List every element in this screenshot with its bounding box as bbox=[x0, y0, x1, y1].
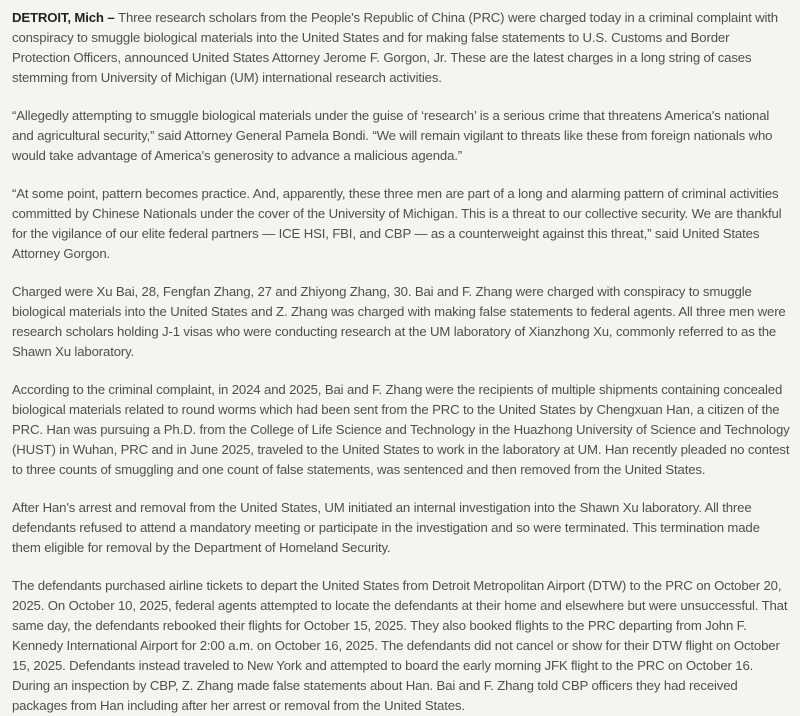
dateline: DETROIT, Mich bbox=[12, 10, 104, 25]
paragraph-gorgon-quote: “At some point, pattern becomes practice. And, apparently, these three men are part of a long and alarming pattern of criminal activities committed by Chinese Nationals under the cover of the University of Michigan. This is a threat to our collective security. We are thankful for the vigilance of our elite federal partners — ICE HSI, FBI, and CBP — as a counterweight against this threat,” said United States Attorney Gorgon. bbox=[12, 186, 782, 261]
dateline-dash: – bbox=[103, 10, 119, 25]
paragraph-lede bbox=[12, 8, 790, 88]
paragraph-investigation: After Han's arrest and removal from the United States, UM initiated an internal investigation into the Shawn Xu laboratory. All three defendants refused to attend a mandatory meeting or participate in the investigation and so were terminated. This termination made them eligible for removal by the Department of Homeland Security. bbox=[12, 500, 760, 555]
paragraph-bondi-quote: “Allegedly attempting to smuggle biological materials under the guise of ‘research’ is a serious crime that threatens America's national and agricultural security,” said Attorney General Pamela Bondi. “We will remain vigilant to threats like these from foreign nationals who would take advantage of America's generosity to advance a malicious agenda.” bbox=[12, 108, 773, 163]
paragraph-charges: Charged were Xu Bai, 28, Fengfan Zhang, 27 and Zhiyong Zhang, 30. Bai and F. Zhang were charged with conspiracy to smuggle biological materials into the United States and Z. Zhang was charged with making false statements to federal agents. All three men were research scholars holding J-1 visas who were conducting research at the UM laboratory of Xianzhong Xu, commonly referred to as the Shawn Xu laboratory. bbox=[12, 284, 786, 359]
lede-text: Three research scholars from the People's Republic of China (PRC) were charged today in a criminal complaint with conspiracy to smuggle biological materials into the United States and for making false statements to U.S. Customs and Border Protection Officers, announced United States Attorney Jerome F. Gorgon, Jr. These are the latest charges in a long string of cases stemming from University of Michigan (UM) international research activities. bbox=[12, 10, 778, 85]
paragraph-complaint: According to the criminal complaint, in 2024 and 2025, Bai and F. Zhang were the recipients of multiple shipments containing concealed biological materials related to round worms which had been sent from the PRC to the United States by Chengxuan Han, a citizen of the PRC. Han was pursuing a Ph.D. from the College of Life Science and Technology in the Huazhong University of Science and Technology (HUST) in Wuhan, PRC and in June 2025, traveled to the United States to work in the laboratory at UM. Han recently pleaded no contest to three counts of smuggling and one count of false statements, was sentenced and then removed from the United States. bbox=[12, 382, 790, 477]
paragraph-flights: The defendants purchased airline tickets to depart the United States from Detroit Metropolitan Airport (DTW) to the PRC on October 20, 2025. On October 10, 2025, federal agents attempted to locate the defendants at their home and elsewhere but were unsuccessful. That same day, the defendants rebooked their flights for October 15, 2025. They also booked flights to the PRC departing from John F. Kennedy International Airport for 2:00 a.m. on October 16, 2025. The defendants did not cancel or show for their DTW flight on October 15, 2025. Defendants instead traveled to New York and attempted to board the early morning JFK flight to the PRC on October 16. During an inspection by CBP, Z. Zhang made false statements about Han. Bai and F. Zhang told CBP officers they had received packages from Han including after her arrest or removal from the United States. bbox=[12, 578, 788, 713]
